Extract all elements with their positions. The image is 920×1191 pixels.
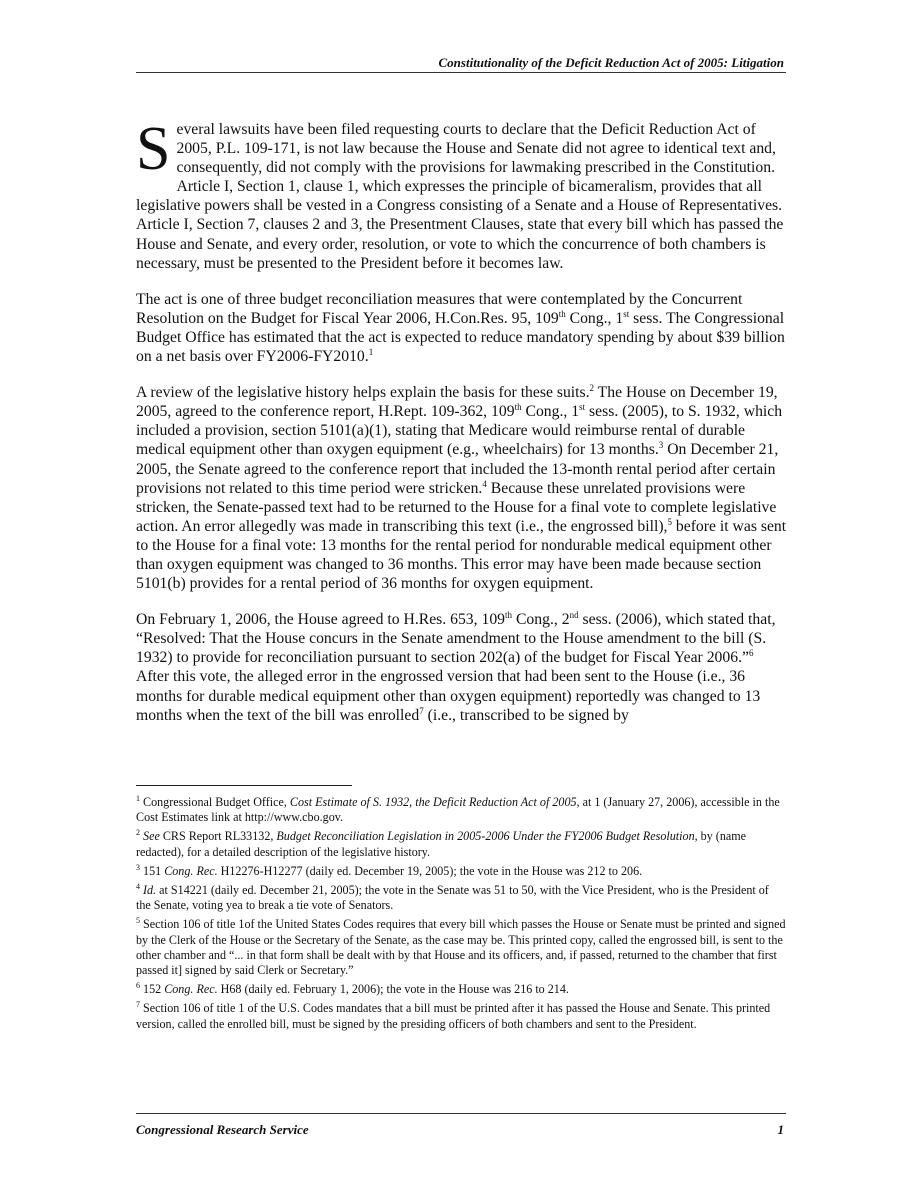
footnote-ref-3: 3 <box>658 440 664 451</box>
paragraph-4: On February 1, 2006, the House agreed to H.Res. 653, 109th Cong., 2nd sess. (2006), which stated that, “Resolved: That the House concurs in the Senate amendment to the House amendment to the bill (S. 1932) to provide for reconciliation pursuant to section 202(a) of the budget for Fiscal Year 2006.”$^6$ After this vote, the alleged error in the engrossed version that had been sent to the House (i.e., 36 months for durable medical equipment other than oxygen equipment) reportedly was changed to 13 months when the text of the bill was enrolled$^7$ (i.e., transcribed to be signed by <box>136 609 776 724</box>
footnotes <box>136 795 786 1036</box>
footnote-7: $^7$ Section 106 of title 1 of the U.S. Codes mandates that a bill must be printed after it has passed the House and Senate. This printed version, called the enrolled bill, must be signed by the presiding officers of both chambers and sent to the President. <box>136 1000 771 1031</box>
footnote-ref-4: 4 <box>482 478 487 489</box>
footnote-ref-6: 6 <box>748 648 754 659</box>
footnote-ref-1: 1 <box>368 346 374 357</box>
footnote-5: $^5$ Section 106 of title 1of the United States Codes requires that every bill which passes the House or Senate must be printed and signed by the Clerk of the House or the Secretary of the Senate, as the case may be. This printed copy, called the engrossed bill, is sent to the other chamber and “... in that form shall be dealt with by that House and its officers, and, if passed, returned to the chamber that first passed it] signed by said Clerk or Secretary.” <box>136 916 786 978</box>
footnote-ref-2: 2 <box>589 382 595 393</box>
footnote-ref-5: 5 <box>667 516 672 527</box>
footnote-2: $^2$ See CRS Report RL33132, Budget Reconciliation Legislation in 2005-2006 Under the FY2006 Budget Resolution, by (name redacted), for a detailed description of the legislative history. <box>136 828 747 859</box>
running-header <box>136 48 786 73</box>
drop-cap: S <box>136 115 171 183</box>
footnote-ref-7: 7 <box>419 705 424 716</box>
footnote-4: $^4$ Id. at S14221 (daily ed. December 21, 2005); the vote in the Senate was 51 to 50, with the Vice President, who is the President of the Senate, voting yea to break a tie vote of Senators. <box>136 881 769 913</box>
main-text <box>136 115 788 742</box>
footnote-3: $^3$ 151 Cong. Rec. H12276-H12277 (daily ed. December 19, 2005); the vote in the House was 212 to 206. <box>136 862 643 878</box>
footer-organization: Congressional Research Service <box>136 1122 309 1137</box>
header-title: Constitutionality of the Deficit Reduction Act of 2005: Litigation <box>438 55 784 70</box>
paragraph-2: The act is one of three budget reconciliation measures that were contemplated by the Concurrent Resolution on the Budget for Fiscal Year 2006, H.Con.Res. 95, 109th Cong., 1st sess. The Congressional Budget Office has estimated that the act is expected to reduce mandatory spending by about $39 billion on a net basis over FY2006-FY2010.$^1$ <box>136 290 785 366</box>
footnote-1: $^1$ Congressional Budget Office, Cost Estimate of S. 1932, the Deficit Reduction Act of 2005, at 1 (January 27, 2006), accessible in the Cost Estimates link at http://www.cbo.gov. <box>136 793 780 825</box>
paragraph-1: Several lawsuits have been filed requesting courts to declare that the Deficit Reduction Act of 2005, P.L. 109-171, is not law because the House and Senate did not agree to identical text and, consequently, did not comply with the provisions for lawmaking prescribed in the Constitution. Article I, Section 1, clause 1, which expresses the principle of bicameralism, provides that all legislative powers shall be vested in a Congress consisting of a Senate and a House of Representatives. Article I, Section 7, clauses 2 and 3, the Presentment Clauses, state that every bill which has passed the House and Senate, and every order, resolution, or vote to which the concurrence of both chambers is necessary, must be presented to the President before it becomes law. <box>136 115 784 272</box>
footnote-6: $^6$ 152 Cong. Rec. H68 (daily ed. February 1, 2006); the vote in the House was 216 to 214. <box>136 981 569 997</box>
paragraph-3: A review of the legislative history helps explain the basis for these suits.$^2$ The House on December 19, 2005, agreed to the conference report, H.Rept. 109-362, 109th Cong., 1st sess. (2005), to S. 1932, which included a provision, section 5101(a)(1), stating that Medicare would reimburse rental of durable medical equipment other than oxygen equipment (e.g., wheelchairs) for 13 months.$^3$ On December 21, 2005, the Senate agreed to the conference report that included the 13-month rental period after certain provisions not related to this time period were stricken.$^4$ Because these unrelated provisions were stricken, the Senate-passed text had to be returned to the House for a final vote to complete legislative action. An error allegedly was made in transcribing this text (i.e., the engrossed bill),$^5$ before it was sent to the House for a final vote: 13 months for the rental period for nondurable medical equipment other than oxygen equipment was changed to 36 months. This error may have been made because section 5101(b) provides for a rental period of 36 months for oxygen equipment. <box>136 382 787 593</box>
running-footer <box>136 1113 786 1144</box>
page-number: 1 <box>777 1122 784 1137</box>
footnote-divider <box>136 785 352 786</box>
